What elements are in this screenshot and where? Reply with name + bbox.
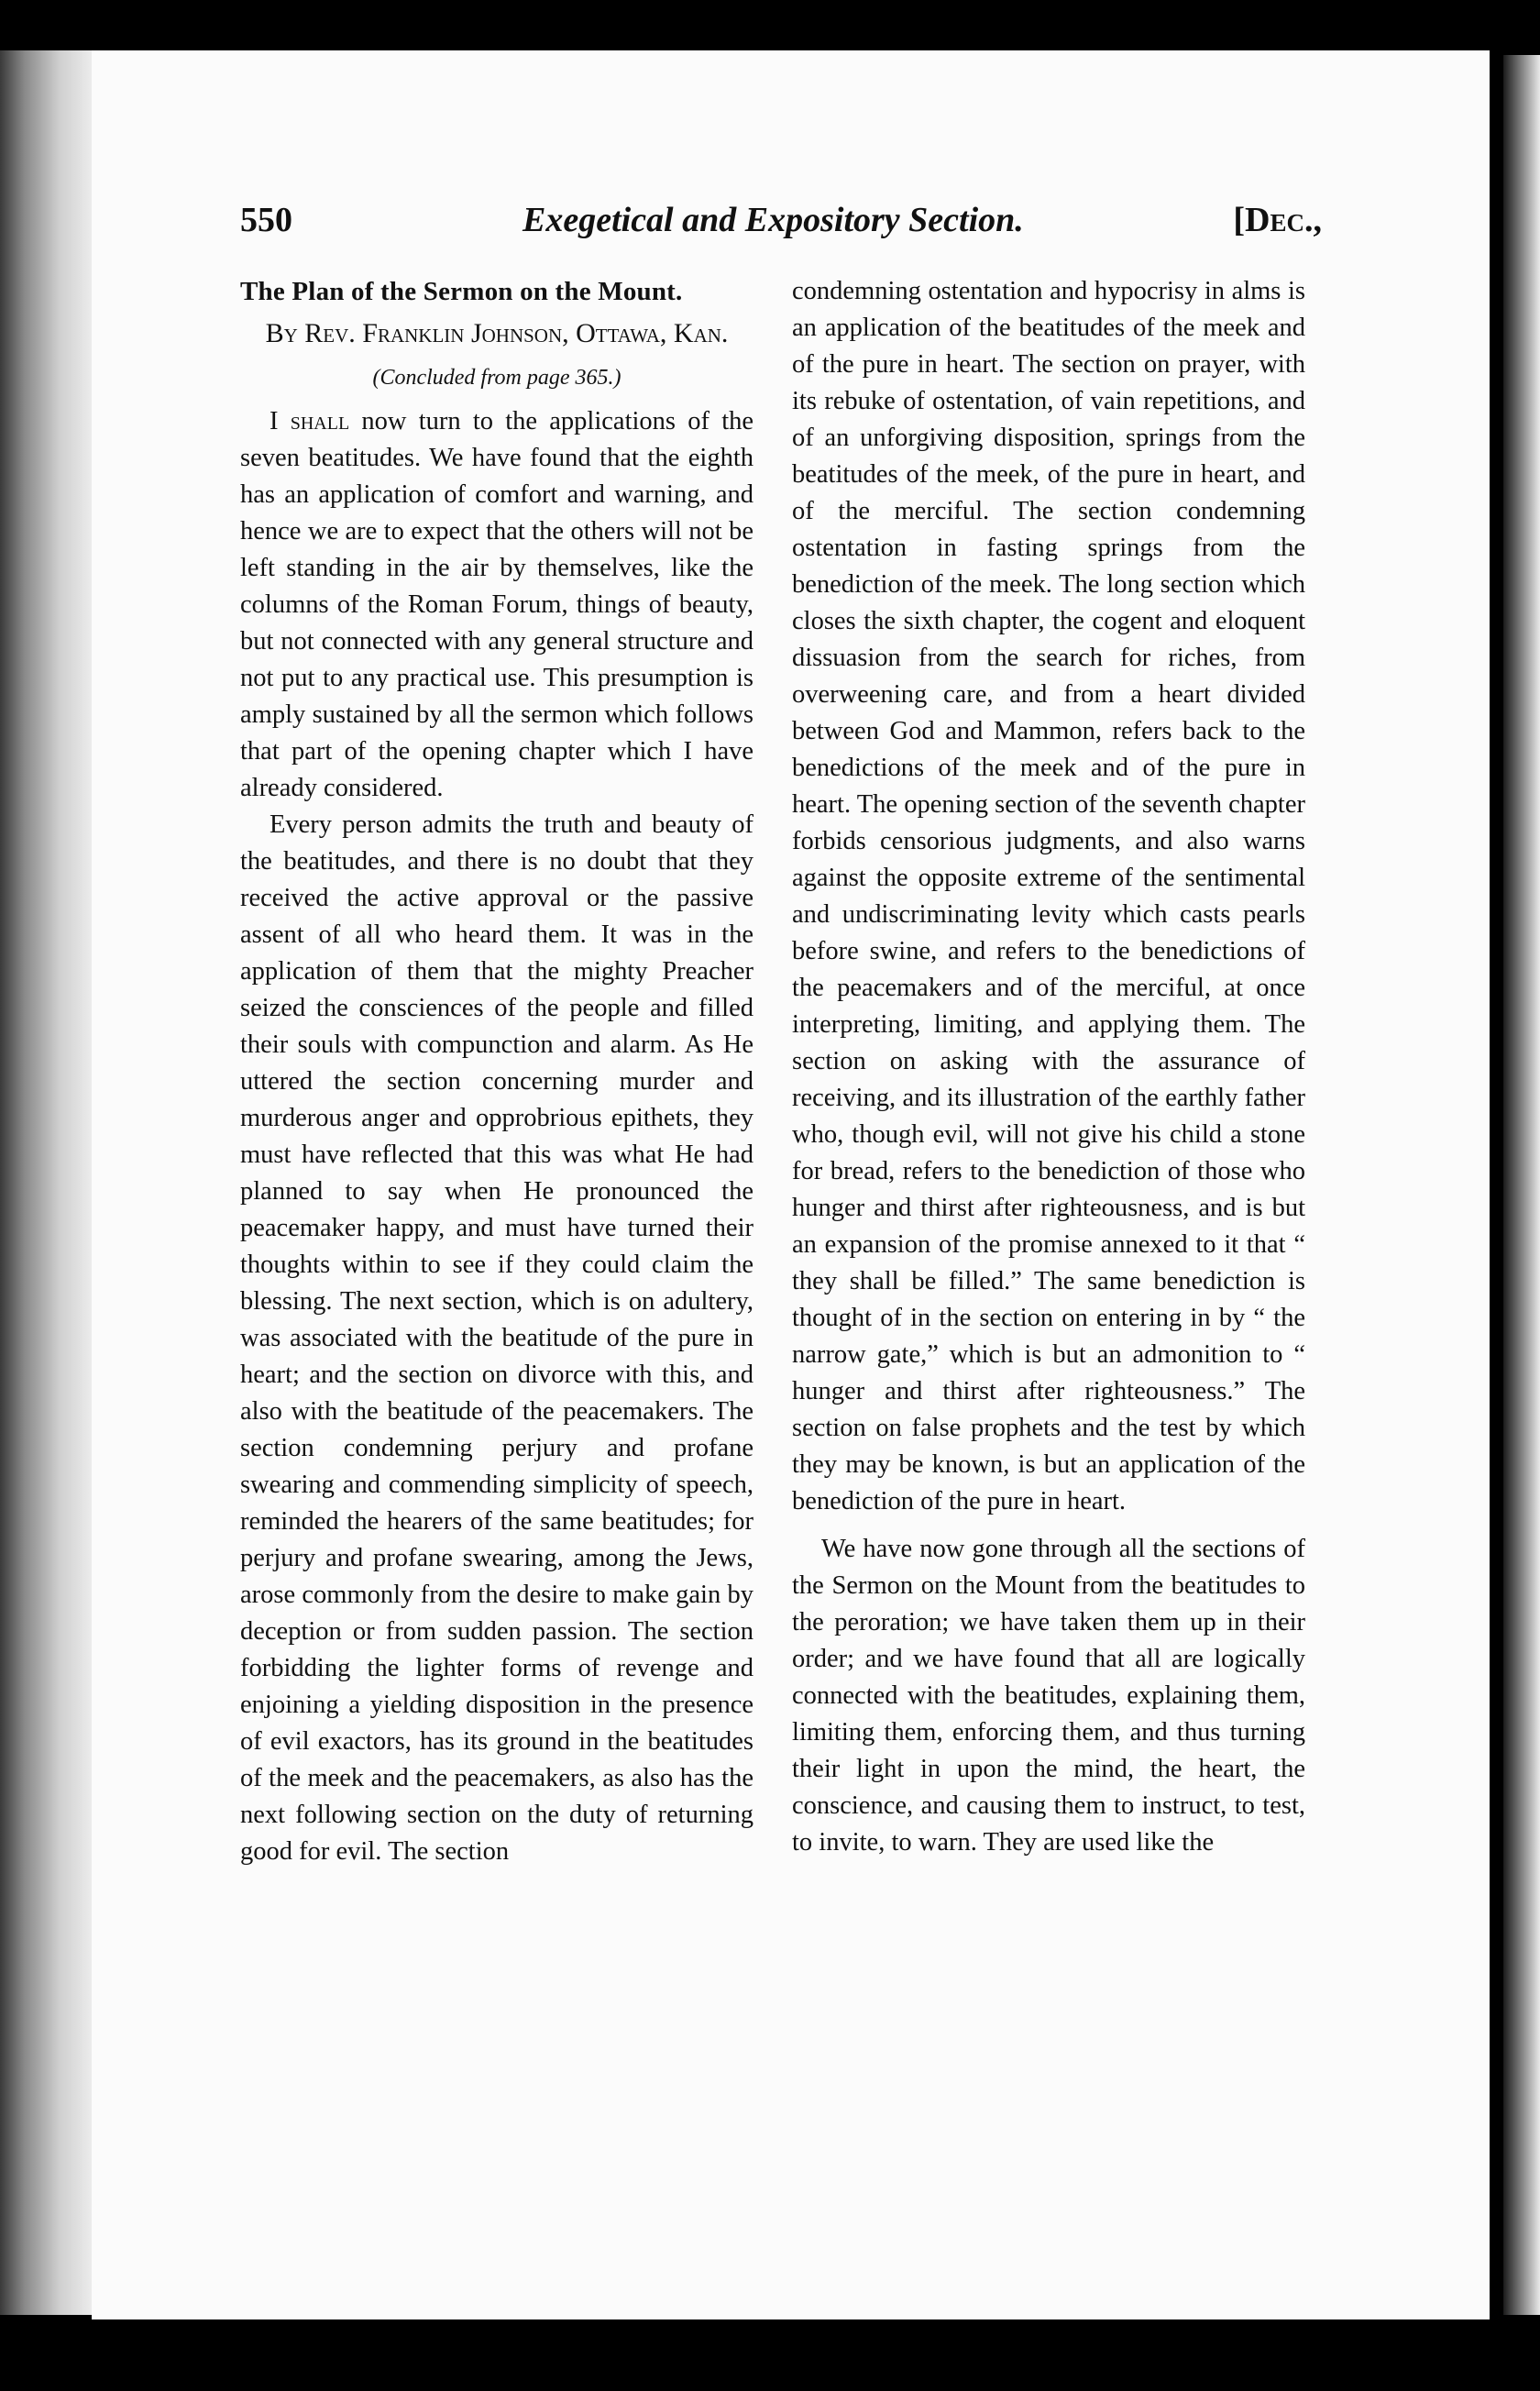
running-header [240,193,1322,248]
byline: By Rev. Franklin Johnson, Ottawa, Kan. [265,318,729,348]
paragraph-gap [792,1520,1305,1531]
paragraph-4: We have now gone through all the sections of the Sermon on the Mount from the beatitudes to the peroration; we have taken them up in their order; and we have found that all are logically connected with the beatitudes, explaining them, limiting them, enforcing them, and thus turning their light in upon the mind, the heart, the conscience, and causing them to instruct, to test, to invite, to warn. They are used like the [792,1535,1305,1857]
scan-left-edge [0,50,99,2315]
paragraph-1-text: now turn to the applications of the seven beatitudes. We have found that the eighth has an application of comfort and warning, and hence we are to expect that the others will not be left standing in the air by themselves, like the columns of the Roman Forum, things of beauty, but not connected with any general structure and not put to any practical use. This presumption is amply sustained by all the sermon which follows that part of the opening chapter which I have already considered. [240,407,754,802]
page-number: 550 [240,201,292,239]
running-title: Exegetical and Expository Section. [522,201,1024,239]
right-column [792,273,1305,1861]
lead-word: I shall [270,407,350,435]
running-date: [Dec., [1233,201,1322,239]
scan-right-sliver [1503,55,1540,2315]
continued-note: (Concluded from page 365.) [372,366,622,390]
left-column [240,273,754,1870]
paragraph-2: Every person admits the truth and beauty of the beatitudes, and there is no doubt that they received the active approval or the passive assent of all who heard them. It was in the application of them that the mighty Preacher seized the consciences of the people and filled their souls with compunction and alarm. As He uttered the section concerning murder and murderous anger and opprobrious epithets, they must have reflected that this was what He had planned to say when He pronounced the peacemaker happy, and must have turned their thoughts within to see if they could claim the blessing. The next section, which is on adultery, was associated with the beatitude of the pure in heart; and the section on divorce with this, and also with the beatitude of the peacemakers. The section condemning perjury and profane swearing and commending simplicity of speech, reminded the hearers of the same beatitudes; for perjury and profane swearing, among the Jews, arose commonly from the desire to make gain by deception or from sudden passion. The section forbidding the lighter forms of revenge and enjoining a yielding disposition in the presence of evil exactors, has its ground in the beatitudes of the meek and the peacemakers, as also has the next following section on the duty of returning good for evil. The section [240,810,754,1866]
paragraph-3: condemning ostentation and hypocrisy in alms is an application of the beatitudes of the meek and of the pure in heart. The section on prayer, with its rebuke of ostentation, of vain repetitions, and of an unforgiving disposition, springs from the beatitudes of the meek, of the pure in heart, and of the merciful. The section condemning ostentation in fasting springs from the benediction of the meek. The long section which closes the sixth chapter, the cogent and eloquent dissuasion from the search for riches, from overweening care, and from a heart divided between God and Mammon, refers back to the benedictions of the meek and of the pure in heart. The opening section of the seventh chapter forbids censorious judgments, and also warns against the opposite extreme of the sentimental and undiscriminating levity which casts pearls before swine, and refers to the benedictions of the peacemakers and of the merciful, at once interpreting, limiting, and applying them. The section on asking with the assurance of receiving, and its illustration of the earthly father who, though evil, will not give his child a stone for bread, refers to the benediction of those who hunger and thirst after righteousness, and is but an expansion of the promise annexed to it that “ they shall be filled.” The same benediction is thought of in the section on entering in by “ the narrow gate,” which is but an admonition to “ hunger and thirst after righteousness.” The section on false prophets and the test by which they may be known, is but an application of the benediction of the pure in heart. [792,277,1305,1515]
article-title: The Plan of the Sermon on the Mount. [240,277,683,306]
paragraph-1 [240,403,754,807]
